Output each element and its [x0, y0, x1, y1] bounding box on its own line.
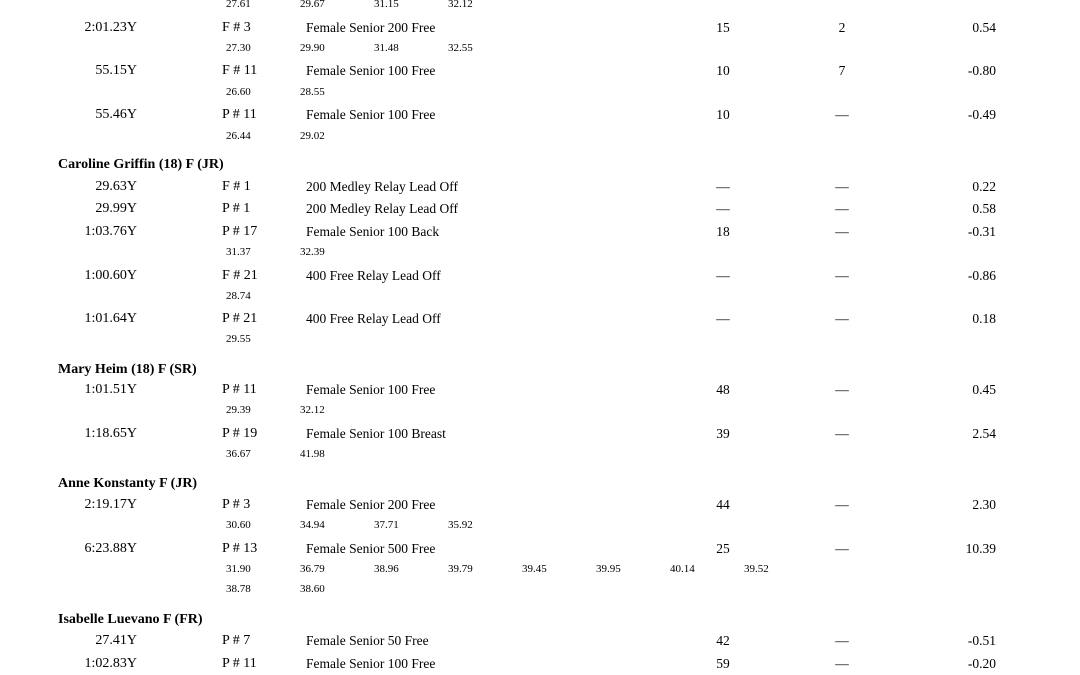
- points: —: [835, 541, 849, 556]
- split-time: 36.79: [300, 563, 325, 575]
- split-time: 38.78: [226, 583, 251, 595]
- points: —: [835, 382, 849, 397]
- event-name: Female Senior 500 Free: [306, 541, 436, 556]
- split-time: 37.71: [374, 519, 399, 531]
- place: 15: [716, 20, 730, 35]
- split-time: 39.45: [522, 563, 547, 575]
- round-event-number: P # 11: [222, 656, 257, 671]
- round-event-number: P # 11: [222, 382, 257, 397]
- split-time: 32.12: [300, 404, 325, 416]
- event-name: Female Senior 100 Free: [306, 382, 436, 397]
- place: 18: [716, 224, 730, 239]
- improvement: -0.31: [967, 224, 996, 239]
- points: —: [835, 179, 849, 194]
- split-time: 27.61: [226, 0, 251, 10]
- event-name: Female Senior 200 Free: [306, 20, 436, 35]
- split-time: 28.74: [226, 290, 251, 302]
- split-time: 29.39: [226, 404, 251, 416]
- improvement: 0.18: [972, 311, 996, 326]
- swim-time: 1:03.76Y: [84, 224, 137, 239]
- event-name: 200 Medley Relay Lead Off: [306, 179, 458, 194]
- swim-time: 1:01.51Y: [84, 382, 137, 397]
- swim-time: 2:01.23Y: [84, 20, 137, 35]
- place: 10: [716, 107, 730, 122]
- place: —: [716, 268, 730, 283]
- split-time: 31.37: [226, 246, 251, 258]
- event-name: Female Senior 200 Free: [306, 497, 436, 512]
- points: —: [835, 311, 849, 326]
- points: —: [835, 268, 849, 283]
- swimmer-header: Mary Heim (18) F (SR): [58, 362, 197, 377]
- improvement: 2.54: [972, 426, 996, 441]
- split-time: 26.44: [226, 130, 251, 142]
- swim-time: 1:18.65Y: [84, 426, 137, 441]
- event-name: Female Senior 100 Free: [306, 63, 436, 78]
- round-event-number: F # 11: [222, 63, 258, 78]
- split-time: 27.30: [226, 42, 251, 54]
- swimmer-header: Caroline Griffin (18) F (JR): [58, 157, 224, 172]
- place: 44: [716, 497, 730, 512]
- points: —: [835, 497, 849, 512]
- split-time: 26.60: [226, 86, 251, 98]
- round-event-number: P # 1: [222, 201, 251, 216]
- split-time: 39.52: [744, 563, 769, 575]
- points: —: [835, 107, 849, 122]
- split-time: 31.90: [226, 563, 251, 575]
- event-name: Female Senior 100 Breast: [306, 426, 446, 441]
- round-event-number: P # 17: [222, 224, 258, 239]
- swim-time: 6:23.88Y: [84, 541, 137, 556]
- points: 7: [838, 63, 846, 78]
- split-time: 32.55: [448, 42, 473, 54]
- improvement: -0.49: [967, 107, 996, 122]
- points: —: [835, 656, 849, 671]
- event-name: Female Senior 50 Free: [306, 633, 429, 648]
- round-event-number: P # 7: [222, 633, 251, 648]
- place: —: [716, 201, 730, 216]
- round-event-number: P # 19: [222, 426, 258, 441]
- event-name: 400 Free Relay Lead Off: [306, 268, 441, 283]
- place: 59: [716, 656, 730, 671]
- split-time: 32.12: [448, 0, 473, 10]
- split-time: 39.79: [448, 563, 473, 575]
- split-time: 35.92: [448, 519, 473, 531]
- points: —: [835, 633, 849, 648]
- swim-time: 55.15Y: [95, 63, 137, 78]
- improvement: 0.54: [972, 20, 996, 35]
- split-time: 34.94: [300, 519, 325, 531]
- swim-time: 29.99Y: [95, 201, 137, 216]
- split-time: 28.55: [300, 86, 325, 98]
- points: —: [835, 224, 849, 239]
- round-event-number: P # 13: [222, 541, 258, 556]
- round-event-number: F # 21: [222, 268, 258, 283]
- split-time: 29.67: [300, 0, 325, 10]
- round-event-number: P # 11: [222, 107, 257, 122]
- round-event-number: F # 3: [222, 20, 251, 35]
- swim-time: 1:01.64Y: [84, 311, 137, 326]
- split-time: 29.90: [300, 42, 325, 54]
- place: 25: [716, 541, 730, 556]
- points: —: [835, 201, 849, 216]
- event-name: Female Senior 100 Back: [306, 224, 440, 239]
- place: 48: [716, 382, 730, 397]
- swim-time: 1:00.60Y: [84, 268, 137, 283]
- points: 2: [838, 20, 846, 35]
- split-time: 29.55: [226, 333, 251, 345]
- split-time: 41.98: [300, 448, 325, 460]
- place: 39: [716, 426, 730, 441]
- improvement: 0.45: [972, 382, 996, 397]
- place: 10: [716, 63, 730, 78]
- swimmer-header: Isabelle Luevano F (FR): [58, 612, 203, 627]
- swim-time: 27.41Y: [95, 633, 137, 648]
- round-event-number: P # 3: [222, 497, 251, 512]
- split-time: 29.02: [300, 130, 325, 142]
- event-name: 200 Medley Relay Lead Off: [306, 201, 458, 216]
- place: 42: [716, 633, 730, 648]
- swimmer-header: Anne Konstanty F (JR): [58, 476, 198, 491]
- split-time: 30.60: [226, 519, 251, 531]
- event-name: Female Senior 100 Free: [306, 656, 436, 671]
- swim-time: 2:19.17Y: [84, 497, 137, 512]
- event-name: 400 Free Relay Lead Off: [306, 311, 441, 326]
- split-time: 38.96: [374, 563, 399, 575]
- swim-time: 55.46Y: [95, 107, 137, 122]
- swim-time: 29.63Y: [95, 179, 137, 194]
- improvement: -0.20: [967, 656, 996, 671]
- points: —: [835, 426, 849, 441]
- round-event-number: F # 1: [222, 179, 251, 194]
- event-name: Female Senior 100 Free: [306, 107, 436, 122]
- split-time: 38.60: [300, 583, 325, 595]
- improvement: -0.86: [967, 268, 996, 283]
- split-time: 31.48: [374, 42, 399, 54]
- improvement: 0.22: [972, 179, 996, 194]
- split-time: 40.14: [670, 563, 695, 575]
- improvement: 10.39: [965, 541, 996, 556]
- improvement: -0.51: [967, 633, 996, 648]
- swim-time: 1:02.83Y: [84, 656, 137, 671]
- split-time: 36.67: [226, 448, 251, 460]
- round-event-number: P # 21: [222, 311, 258, 326]
- place: —: [716, 179, 730, 194]
- split-time: 39.95: [596, 563, 621, 575]
- place: —: [716, 311, 730, 326]
- improvement: 2.30: [972, 497, 996, 512]
- split-time: 31.15: [374, 0, 399, 10]
- improvement: 0.58: [972, 201, 996, 216]
- split-time: 32.39: [300, 246, 325, 258]
- improvement: -0.80: [967, 63, 996, 78]
